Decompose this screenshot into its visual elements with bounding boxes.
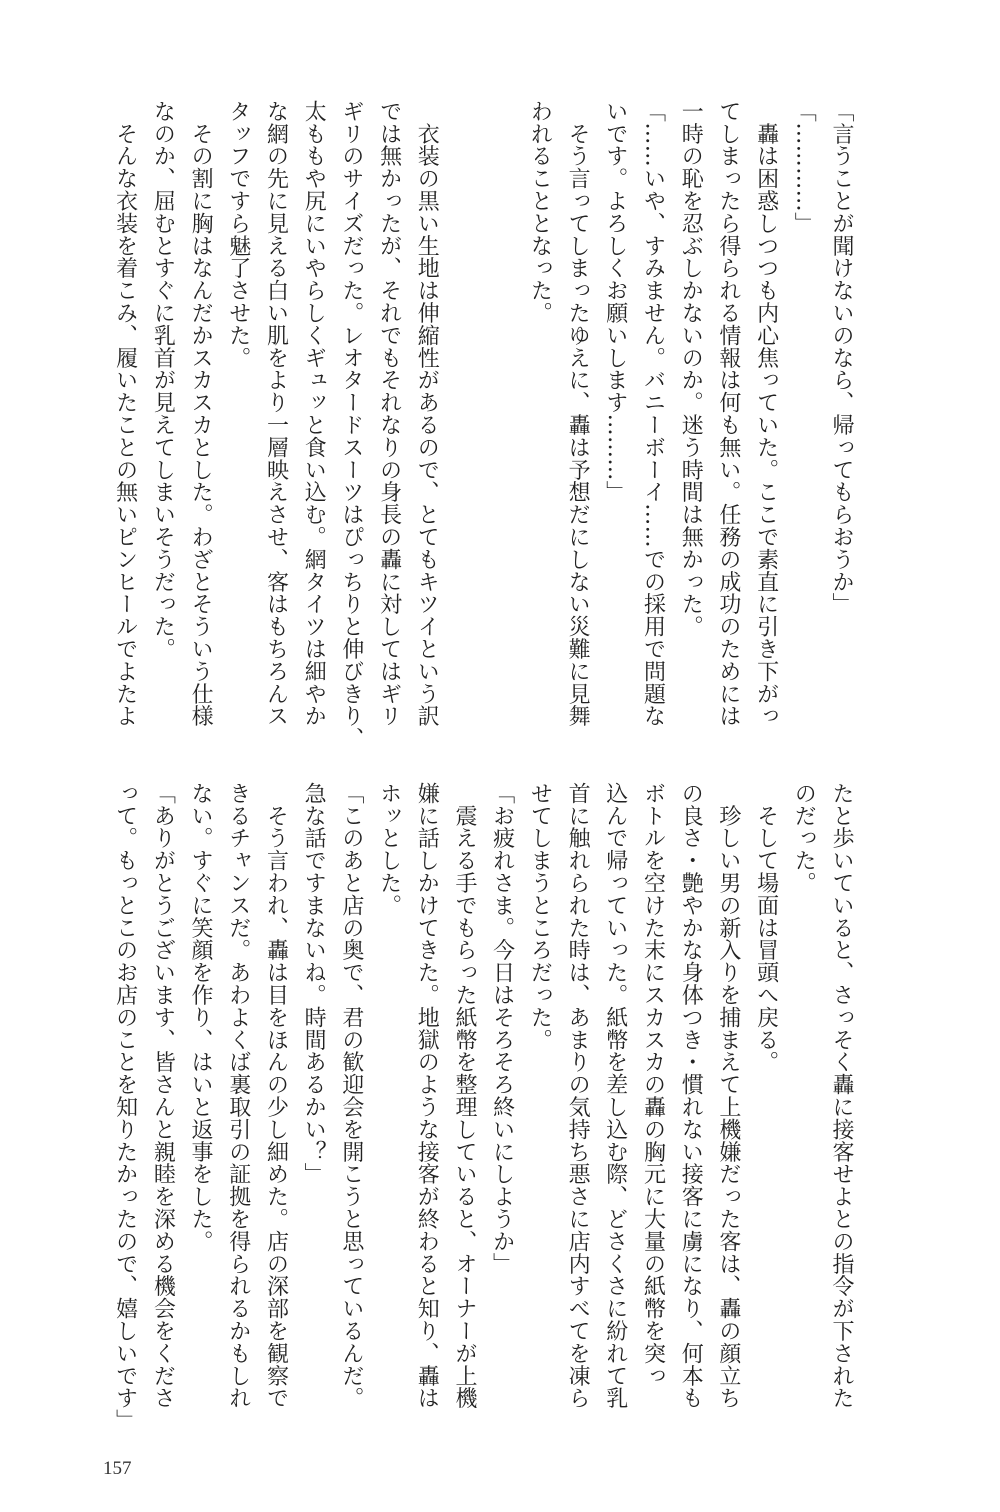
text-line: 「……いや、すみません。バニーボーイ……での採用で問題な bbox=[640, 100, 666, 728]
text-line: そう言ってしまったゆえに、轟は予想だにしない災難に見舞 bbox=[565, 100, 591, 728]
text-line: 轟は困惑しつつも内心焦っていた。ここで素直に引き下がっ bbox=[753, 100, 779, 728]
text-line: タッフですら魅了させた。 bbox=[225, 100, 251, 369]
text-line: 急な話ですまないね。時間あるかい？」 bbox=[301, 782, 327, 1186]
text-line: のだった。 bbox=[791, 782, 817, 894]
text-line: ギリのサイズだった。レオタードスーツはぴっちりと伸びきり、 bbox=[338, 100, 364, 750]
text-line: 珍しい男の新入りを捕まえて上機嫌だった客は、轟の顔立ち bbox=[715, 782, 741, 1410]
text-line: ない。すぐに笑顔を作り、はいと返事をした。 bbox=[188, 782, 214, 1253]
text-line: 「…………」 bbox=[791, 100, 817, 235]
text-line: その割に胸はなんだかスカスカとした。わざとそういう仕様 bbox=[188, 100, 214, 728]
blank-line bbox=[445, 100, 483, 740]
text-line: そう言われ、轟は目をほんの少し細めた。店の深部を観察で bbox=[263, 782, 289, 1410]
text-line: 「言うことが聞けないのなら、帰ってもらおうか」 bbox=[829, 100, 854, 616]
text-line: せてしまうところだった。 bbox=[527, 782, 553, 1051]
text-line: 「このあと店の奥で、君の歓迎会を開こうと思っているんだ。 bbox=[338, 782, 364, 1410]
text-line: 太ももや尻にいやらしくギュッと食い込む。網タイツは細やか bbox=[301, 100, 327, 728]
text-line: 震える手でもらった紙幣を整理していると、オーナーが上機 bbox=[451, 782, 477, 1410]
text-line: 首に触れられた時は、あまりの気持ち悪さに店内すべてを凍ら bbox=[565, 782, 591, 1410]
text-block-bottom bbox=[104, 782, 860, 1432]
text-line: たと歩いていると、さっそく轟に接客せよとの指令が下された bbox=[829, 782, 854, 1410]
text-line: そんな衣装を着こみ、履いたことの無いピンヒールでよたよ bbox=[112, 100, 138, 728]
text-line: われることとなった。 bbox=[527, 100, 553, 324]
text-line: いです。よろしくお願いします………」 bbox=[602, 100, 628, 504]
text-line: の良さ・艶やかな身体つき・慣れない接客に虜になり、何本も bbox=[678, 782, 704, 1410]
text-line: そして場面は冒頭へ戻る。 bbox=[753, 782, 779, 1074]
text-line: 嫌に話しかけてきた。地獄のような接客が終わると知り、轟は bbox=[414, 782, 440, 1410]
text-block-top bbox=[104, 100, 860, 750]
text-line: な網の先に見える白い肌をより一層映えさせ、客はもちろんス bbox=[263, 100, 289, 728]
text-line: 一時の恥を忍ぶしかないのか。迷う時間は無かった。 bbox=[678, 100, 704, 638]
blank-line bbox=[483, 100, 521, 740]
text-line: 衣装の黒い生地は伸縮性があるので、とてもキツイという訳 bbox=[414, 100, 440, 728]
text-line: ホッとした。 bbox=[376, 782, 402, 917]
text-line: 「ありがとうございます、皆さんと親睦を深める機会をくださ bbox=[150, 782, 176, 1410]
text-line: 「お疲れさま。今日はそろそろ終いにしようか」 bbox=[489, 782, 515, 1275]
text-line: ボトルを空けた末にスカスカの轟の胸元に大量の紙幣を突っ bbox=[640, 782, 666, 1387]
text-line: って。もっとこのお店のことを知りたかったので、嬉しいです」 bbox=[112, 782, 138, 1432]
text-line: 込んで帰っていった。紙幣を差し込む際、どさくさに紛れて乳 bbox=[602, 782, 628, 1410]
text-line: てしまったら得られる情報は何も無い。任務の成功のためには bbox=[715, 100, 741, 728]
text-line: きるチャンスだ。あわよくば裏取引の証拠を得られるかもしれ bbox=[225, 782, 251, 1410]
text-line: では無かったが、それでもそれなりの身長の轟に対してはギリ bbox=[376, 100, 402, 728]
page-number: 157 bbox=[103, 1458, 132, 1479]
text-line: なのか、屈むとすぐに乳首が見えてしまいそうだった。 bbox=[150, 100, 176, 660]
